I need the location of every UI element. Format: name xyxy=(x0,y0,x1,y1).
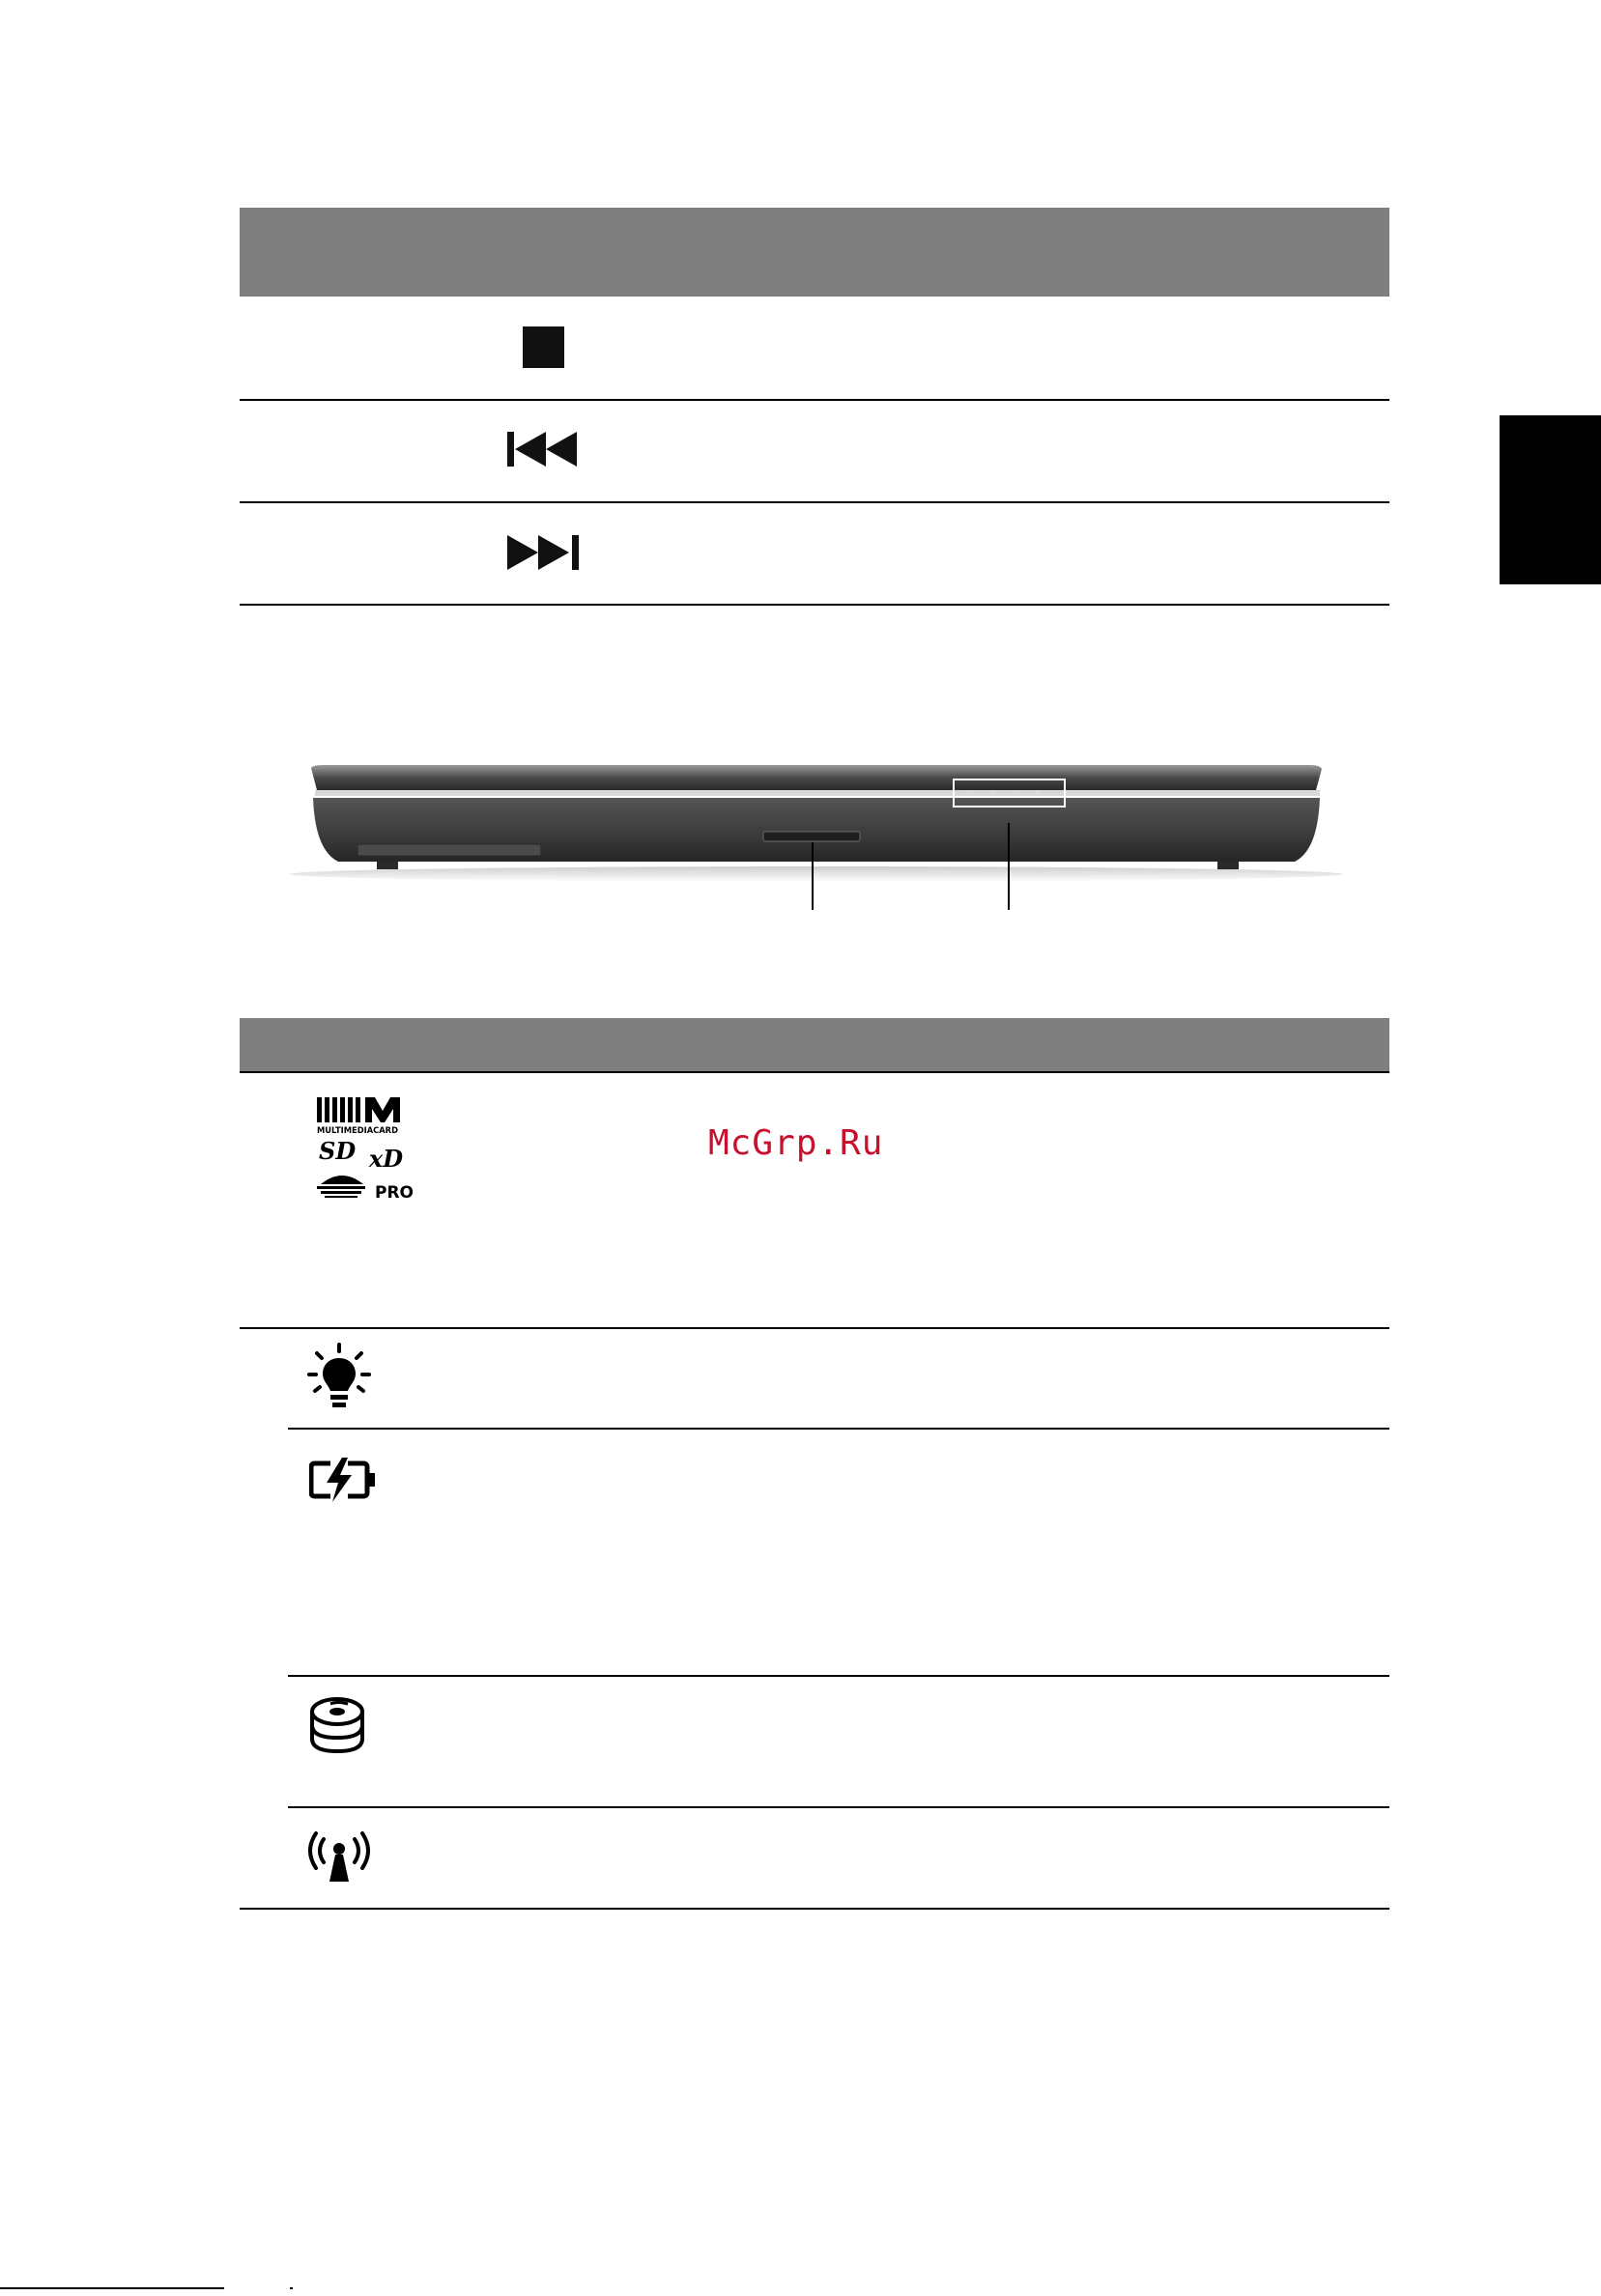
card-reader-callout xyxy=(812,842,814,910)
indicators-table-header xyxy=(240,1018,1389,1073)
table-row-divider xyxy=(240,1071,1389,1073)
multi-card-reader-logos xyxy=(315,1097,423,1208)
table-row-divider xyxy=(240,1327,1389,1329)
media-keys-table-header xyxy=(240,208,1389,297)
table-row-divider xyxy=(240,399,1389,401)
table-row-divider xyxy=(288,1675,1389,1677)
previous-track-icon xyxy=(507,432,581,471)
next-track-icon xyxy=(507,535,581,575)
footer-rule-mark xyxy=(290,2287,293,2289)
indicators-callout xyxy=(1008,823,1010,910)
svg-text:MULTIMEDIACARD: MULTIMEDIACARD xyxy=(317,1126,398,1136)
table-row-divider xyxy=(240,501,1389,503)
stop-icon xyxy=(523,326,564,373)
wireless-indicator-icon xyxy=(302,1826,376,1888)
watermark-text: McGrp.Ru xyxy=(708,1123,884,1163)
svg-text:xD: xD xyxy=(369,1145,404,1173)
chapter-tab-marker xyxy=(1500,415,1601,584)
battery-indicator-icon xyxy=(309,1458,377,1507)
laptop-front-view xyxy=(271,753,1362,951)
footer-rule xyxy=(0,2287,224,2289)
svg-text:SD: SD xyxy=(319,1137,357,1165)
table-row-divider xyxy=(288,1806,1389,1808)
hdd-indicator-icon xyxy=(307,1696,367,1761)
table-row-divider xyxy=(288,1428,1389,1430)
svg-text:PRO: PRO xyxy=(375,1183,415,1203)
table-row-divider xyxy=(240,604,1389,606)
power-indicator-icon xyxy=(307,1343,371,1417)
table-row-divider xyxy=(240,1908,1389,1910)
